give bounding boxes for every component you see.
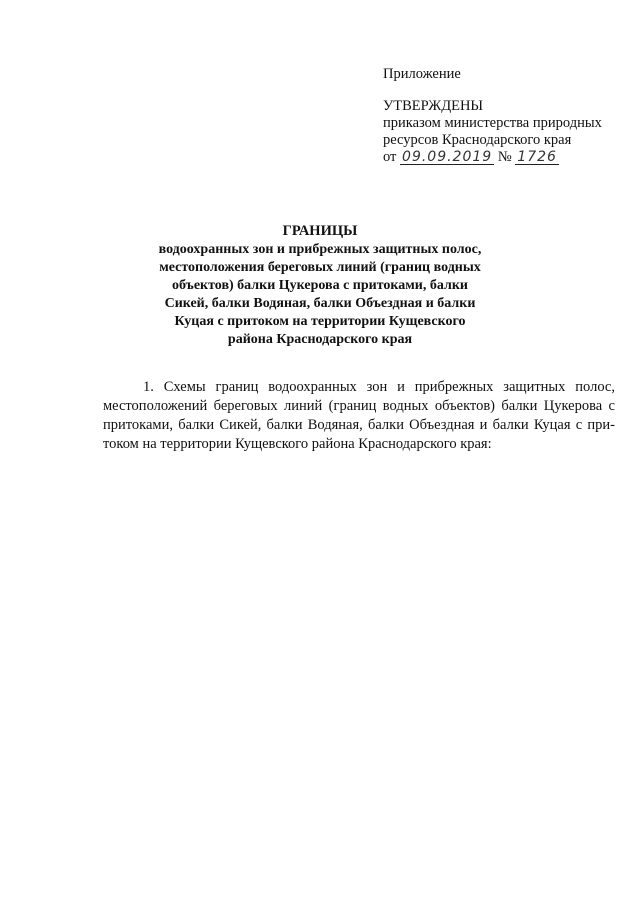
number-prefix: № <box>497 149 512 165</box>
order-line-1: приказом министерства природных <box>383 115 602 131</box>
paragraph-line: притоками, балки Сикей, балки Водяная, балки Объездная и балки Куцая с при- <box>103 417 615 433</box>
title-line: района Краснодарского края <box>227 332 413 347</box>
title-line: местоположения береговых линий (границ водных <box>159 260 481 275</box>
date-value: 09.09.2019 <box>402 149 493 165</box>
number-value: 1726 <box>517 149 557 165</box>
paragraph-line: током на территории Кущевского района Краснодарского края: <box>103 436 492 452</box>
approval-block <box>383 66 623 166</box>
title-line: Куцая с притоком на территории Кущевского <box>174 314 466 329</box>
paragraph-1 <box>103 378 615 454</box>
date-prefix: от <box>383 149 397 165</box>
title-line: объектов) балки Цукерова с притоками, балки <box>172 278 468 293</box>
approved-label: УТВЕРЖДЕНЫ <box>383 98 484 114</box>
paragraph-line: местоположений береговых линий (границ водных объектов) балки Цукерова с <box>103 398 615 414</box>
title-line: водоохранных зон и прибрежных защитных полос, <box>158 242 482 257</box>
title-line: Сикей, балки Водяная, балки Объездная и балки <box>164 296 476 311</box>
title-heading: ГРАНИЦЫ <box>282 223 358 239</box>
paragraph-line: 1. Схемы границ водоохранных зон и прибрежных защитных полос, <box>143 379 615 395</box>
appendix-label: Приложение <box>383 66 461 82</box>
document-title <box>150 222 490 349</box>
order-line-2: ресурсов Краснодарского края <box>383 132 572 148</box>
order-date-number <box>383 149 623 166</box>
